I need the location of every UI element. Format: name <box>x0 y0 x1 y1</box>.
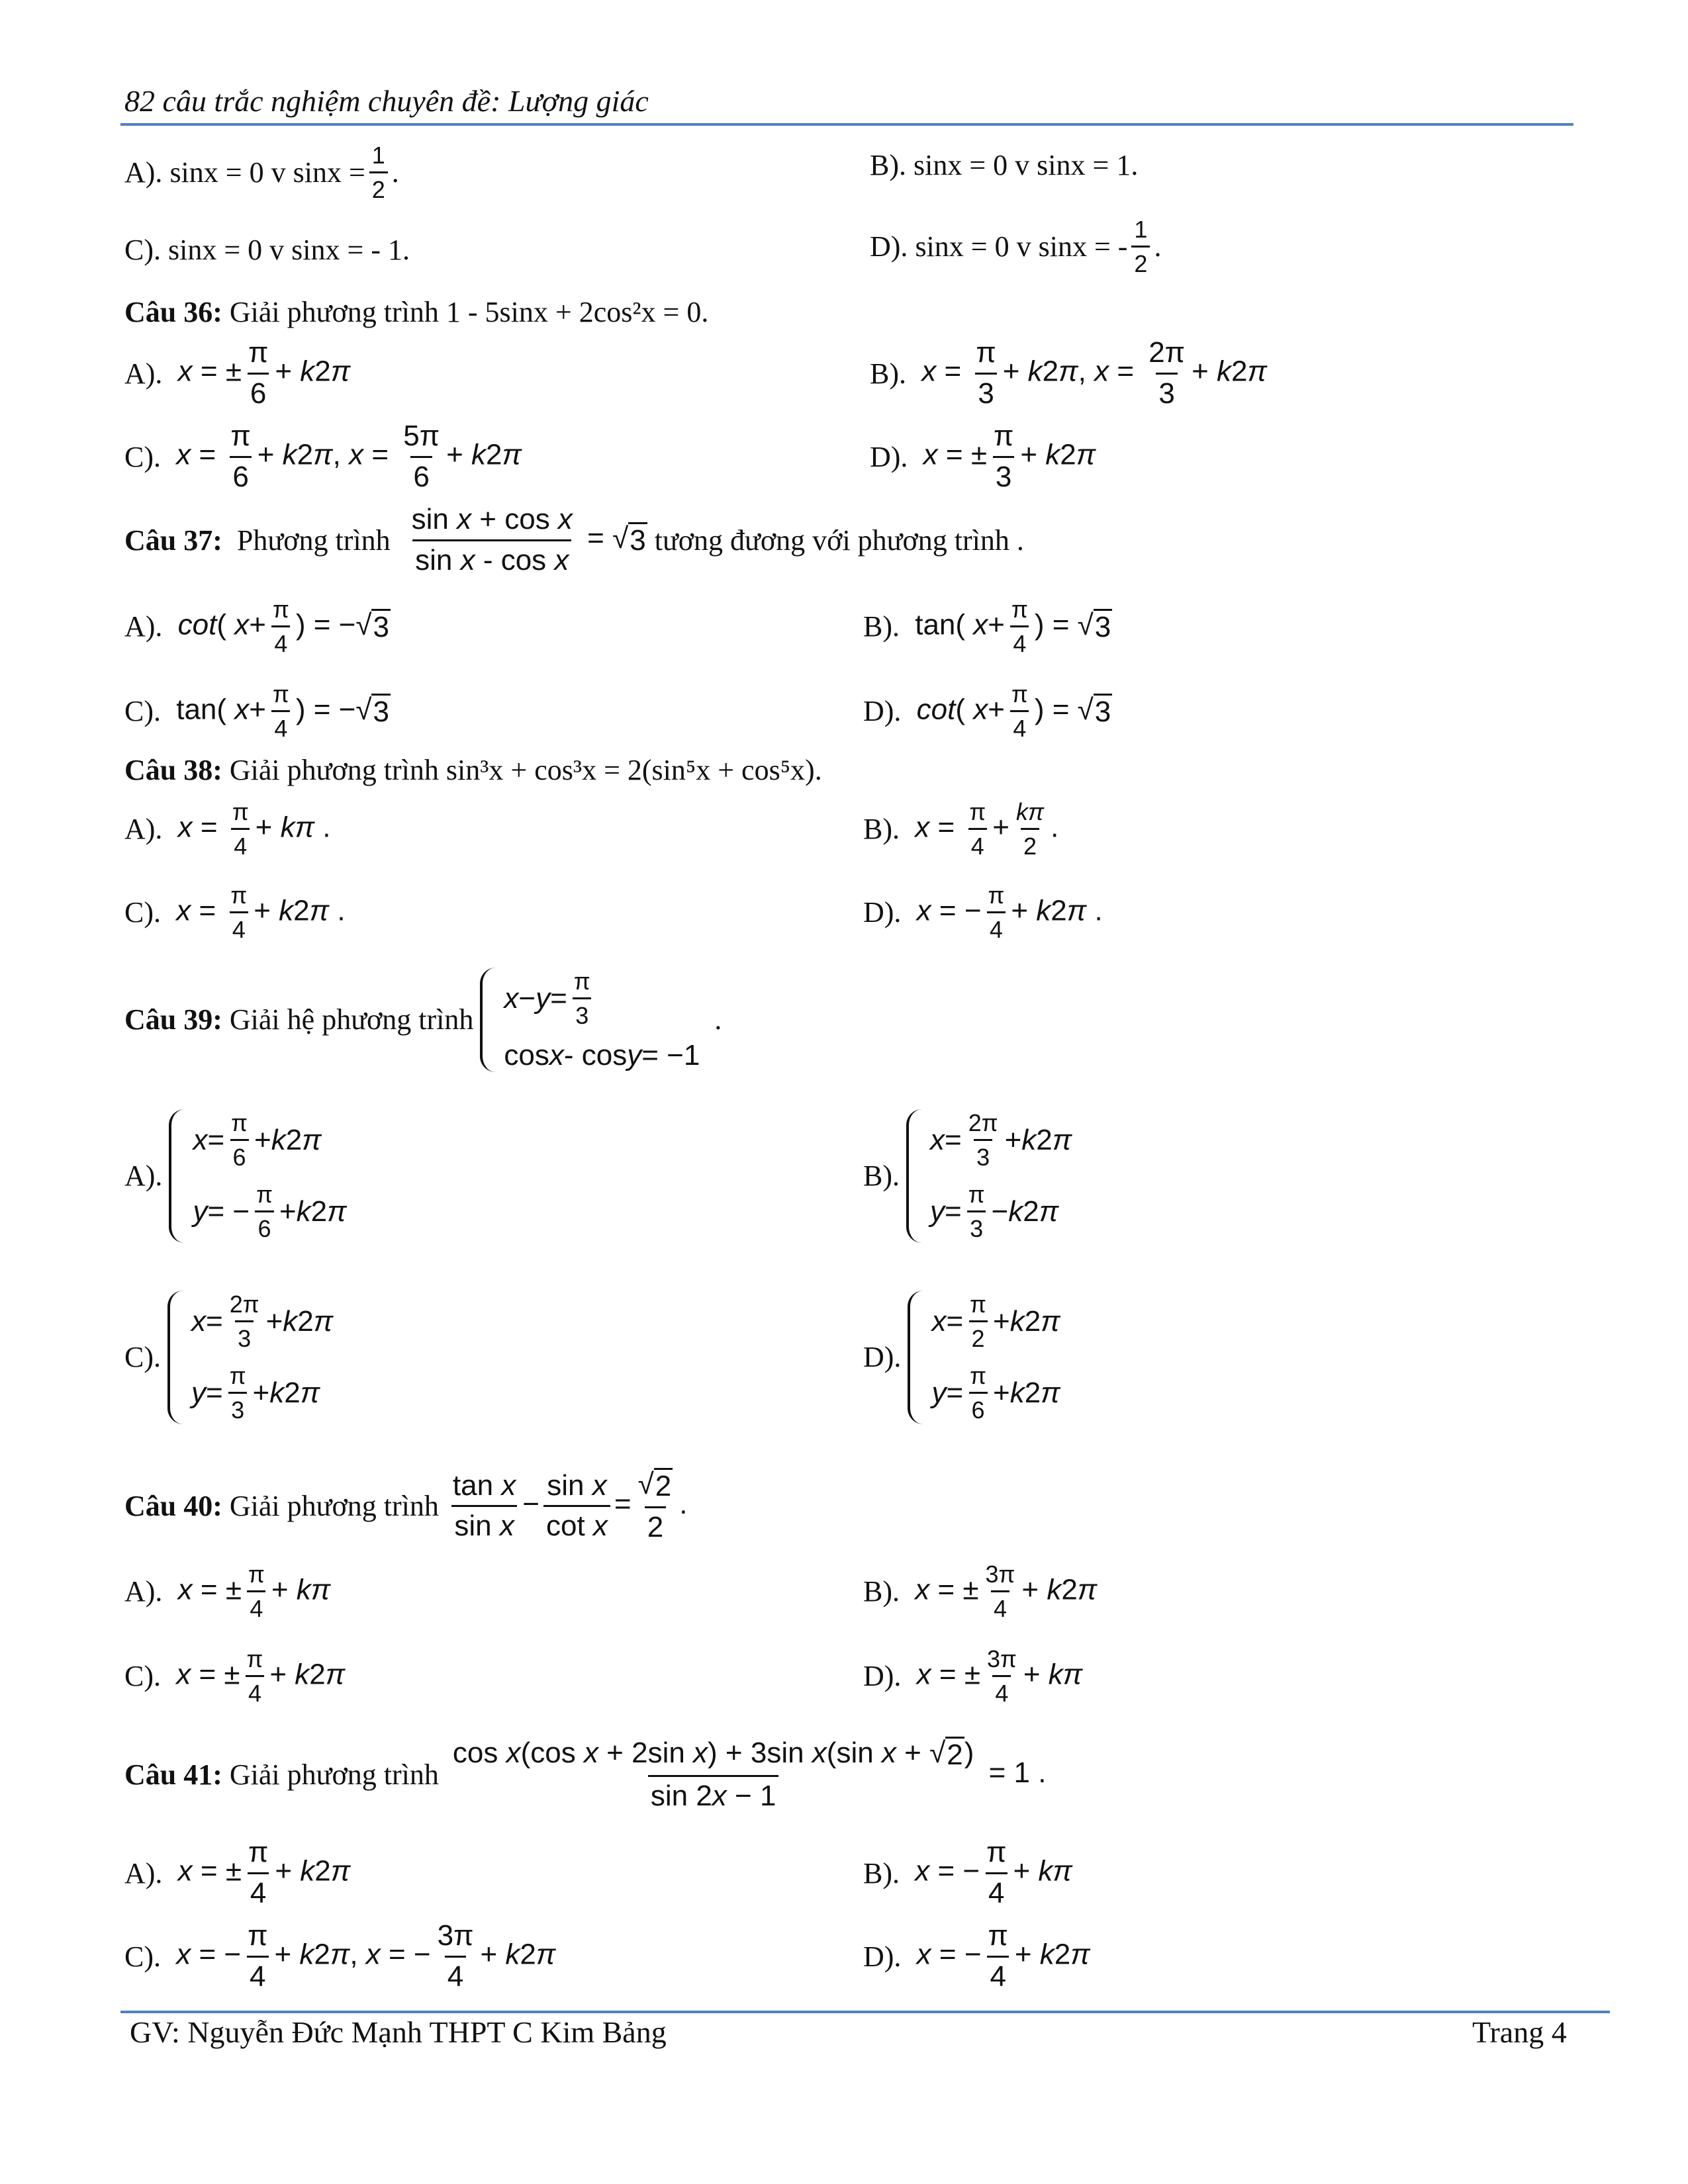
q35-option-d: D). sinx = 0 v sinx = - 1 2 . <box>870 216 1162 278</box>
q39-question: Câu 39: Giải hệ phương trình x − y = π 3 cos x - cos y = −1 . <box>124 968 722 1071</box>
q41-option-a: A). x = ± $\frac{\pi}{4}$ + k2π <box>124 1836 351 1909</box>
q36-question: Câu 36: Giải phương trình 1 - 5sinx + 2cos²x = 0. <box>124 296 709 328</box>
q36-option-a: A). x = ± $\frac{\pi}{6}$ + k2π <box>124 336 351 410</box>
q39-option-d: D). x = π 2 + k 2 π y = π 6 + k 2 π <box>863 1291 1060 1424</box>
q38-option-d: D). x = − $\frac{\pi}{4}$ + k2π . <box>863 882 1103 944</box>
q40-option-d: D). x = ± $\frac{3\pi}{4}$ + kπ <box>863 1645 1083 1707</box>
q40-option-a: A). x = ± $\frac{\pi}{4}$ + kπ <box>124 1561 331 1623</box>
q35-option-b: B). sinx = 0 v sinx = 1. <box>870 149 1139 181</box>
q37-option-c: C). tan( x+ $\frac{\pi}{4}$ ) = −√ 3 <box>124 680 389 743</box>
q37-question: Câu 37: Phương trình $\frac{\text{sin x + cos x}}{\text{sin x - cos x}}$ = √ 3 tương đương với phương trình . <box>124 503 1024 576</box>
header-rule <box>120 123 1573 126</box>
q38-option-b: B). x = $\frac{\pi}{4}$ + $\frac{k\pi}{2}$ . <box>863 798 1059 860</box>
q36-option-b: B). x = $\frac{\pi}{3}$ + k2π, x = $\frac{2\pi}{3}$ + k2π <box>870 336 1267 410</box>
q40-option-b: B). x = ± $\frac{3\pi}{4}$ + k2π <box>863 1561 1098 1623</box>
q35-option-c: C). sinx = 0 v sinx = - 1. <box>124 234 410 266</box>
q38-option-a: A). x = $\frac{\pi}{4}$ + kπ . <box>124 798 331 860</box>
q38-question: Câu 38: Giải phương trình sin³x + cos³x = 2(sin⁵x + cos⁵x). <box>124 754 822 786</box>
q37-option-b: B). tan( x+ $\frac{\pi}{4}$ ) = √ 3 <box>863 596 1111 658</box>
q40-option-c: C). x = ± $\frac{\pi}{4}$ + k2π <box>124 1645 346 1707</box>
footer-page-number: Trang 4 <box>1472 2015 1567 2049</box>
footer-teacher: GV: Nguyễn Đức Mạnh THPT C Kim Bảng <box>130 2015 667 2049</box>
q39-option-a: A). x = π 6 + k 2 π y = − π 6 + k 2 π <box>124 1109 347 1243</box>
q37-option-a: A). cot( x+ $\frac{\pi}{4}$ ) = −√ 3 <box>124 596 389 658</box>
q38-option-c: C). x = $\frac{\pi}{4}$ + k2π . <box>124 882 346 944</box>
page-header-title: 82 câu trắc nghiệm chuyên đề: Lượng giác <box>124 84 649 118</box>
q40-question: Câu 40: Giải phương trình $\frac{\text{tan x}}{\text{sin x}}$ − $\frac{\text{sin x}}{\text{cot x}}$ = √ 2 2 . <box>124 1468 688 1543</box>
footer-rule <box>120 2011 1610 2013</box>
q36-option-c: C). x = $\frac{\pi}{6}$ + k2π, x = $\frac{5\pi}{6}$ + k2π <box>124 420 522 493</box>
q39-option-b: B). x = 2π 3 + k 2 π y = π 3 − k 2 π <box>863 1109 1072 1243</box>
q37-option-d: D). cot( x+ $\frac{\pi}{4}$ ) = √ 3 <box>863 680 1111 743</box>
q41-option-d: D). x = − $\frac{\pi}{4}$ + k2π <box>863 1919 1090 1993</box>
q41-question: Câu 41: Giải phương trình cos x(cos x + 2sin x) + 3sin x(sin x + √ 2 ) sin 2x − 1 = 1 . <box>124 1737 1047 1812</box>
q36-option-d: D). x = ± $\frac{\pi}{3}$ + k2π <box>870 420 1096 493</box>
q39-option-c: C). x = 2π 3 + k 2 π y = π 3 + k 2 π <box>124 1291 334 1424</box>
q41-option-c: C). x = − $\frac{\pi}{4}$ + k2π, x = − $\frac{3\pi}{4}$ + k2π <box>124 1919 556 1993</box>
q41-option-b: B). x = − $\frac{\pi}{4}$ + kπ <box>863 1836 1072 1909</box>
q35-option-a: A). sinx = 0 v sinx = $\frac{1}{2}$ . <box>124 142 399 204</box>
